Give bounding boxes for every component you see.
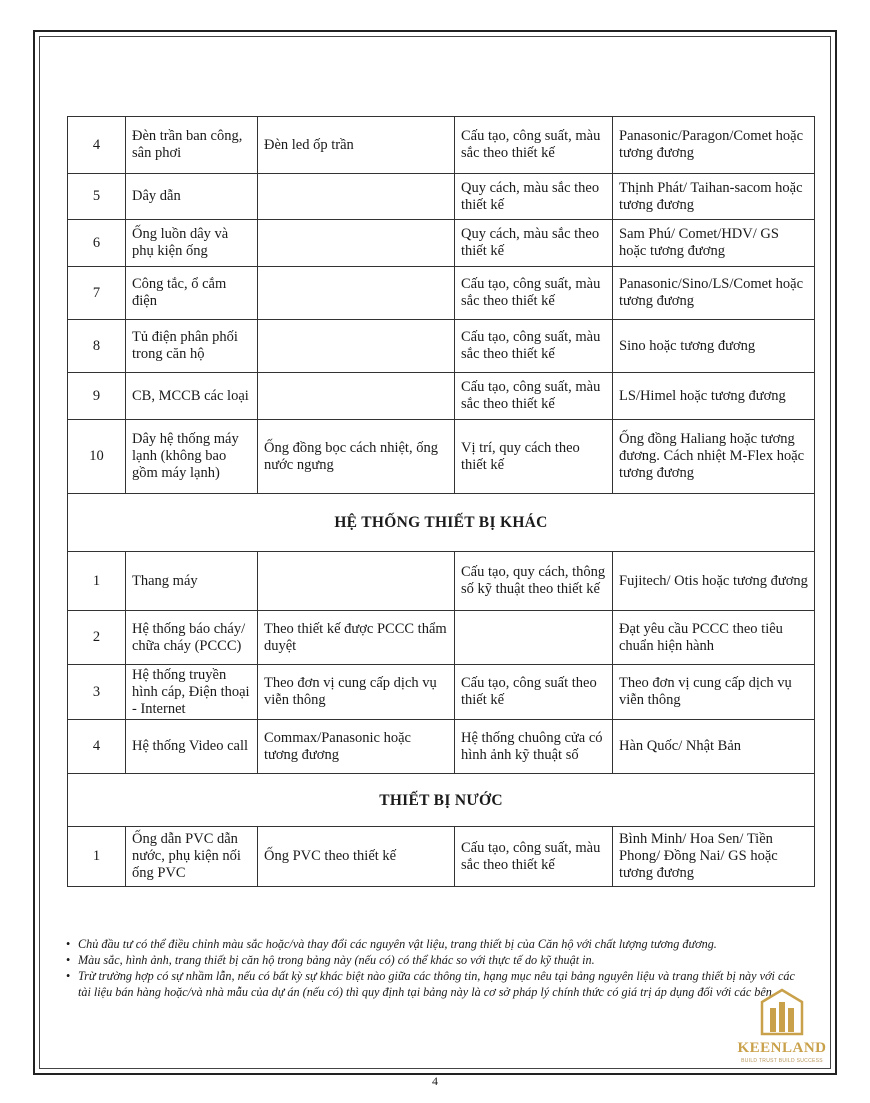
material: Commax/Panasonic hoặc tương đương (258, 720, 455, 774)
material (258, 373, 455, 420)
item-name: Thang máy (126, 552, 258, 611)
material (258, 267, 455, 320)
item-name: Ống dẫn PVC dẫn nước, phụ kiện nối ống PVC (126, 827, 258, 887)
brand: Thịnh Phát/ Taihan-sacom hoặc tương đương (613, 174, 815, 220)
row-number: 2 (68, 611, 126, 665)
item-name: Hệ thống Video call (126, 720, 258, 774)
specification: Hệ thống chuông cửa có hình ảnh kỹ thuật số (455, 720, 613, 774)
item-name: Công tắc, ổ cắm điện (126, 267, 258, 320)
material (258, 174, 455, 220)
table-row (68, 827, 815, 887)
brand: Panasonic/Sino/LS/Comet hoặc tương đương (613, 267, 815, 320)
footnote-text: Màu sắc, hình ảnh, trang thiết bị căn hộ trong bảng này (nếu có) có thể khác so với thực tế do kỹ thuật in. (78, 953, 595, 967)
specification: Cấu tạo, công suất, màu sắc theo thiết kế (455, 373, 613, 420)
specification: Cấu tạo, công suất theo thiết kế (455, 665, 613, 720)
brand: Fujitech/ Otis hoặc tương đương (613, 552, 815, 611)
item-name: Tủ điện phân phối trong căn hộ (126, 320, 258, 373)
material: Đèn led ốp trần (258, 117, 455, 174)
page-number: 4 (432, 1074, 438, 1088)
brand: Sino hoặc tương đương (613, 320, 815, 373)
table-row (68, 720, 815, 774)
footnotes (66, 936, 806, 1000)
bullet-icon: • (66, 953, 71, 967)
section-title-water-equipment: THIẾT BỊ NƯỚC (68, 774, 815, 827)
table-row (68, 220, 815, 267)
table-row (68, 611, 815, 665)
material (258, 220, 455, 267)
keenland-watermark-logo (722, 988, 842, 1068)
table-row (68, 420, 815, 494)
row-number: 6 (68, 220, 126, 267)
section-header-row (68, 494, 815, 552)
material: Ống đồng bọc cách nhiệt, ống nước ngưng (258, 420, 455, 494)
row-number: 4 (68, 117, 126, 174)
row-number: 1 (68, 827, 126, 887)
material: Theo đơn vị cung cấp dịch vụ viễn thông (258, 665, 455, 720)
row-number: 8 (68, 320, 126, 373)
material (258, 320, 455, 373)
specification: Vị trí, quy cách theo thiết kế (455, 420, 613, 494)
material (258, 552, 455, 611)
row-number: 3 (68, 665, 126, 720)
brand: Hàn Quốc/ Nhật Bản (613, 720, 815, 774)
section-header-row (68, 774, 815, 827)
item-name: Dây hệ thống máy lạnh (không bao gồm máy lạnh) (126, 420, 258, 494)
brand: Panasonic/Paragon/Comet hoặc tương đương (613, 117, 815, 174)
table-row (68, 117, 815, 174)
footnote-text: Chủ đầu tư có thể điều chỉnh màu sắc hoặc/và thay đổi các nguyên vật liệu, trang thiết bị của Căn hộ với chất lượng tương đương. (78, 937, 717, 951)
footnote-text: Trừ trường hợp có sự nhầm lẫn, nếu có bất kỳ sự khác biệt nào giữa các thông tin, hạng mục nêu tại bảng nguyên liệu và trang thiết bị này với các tài liệu bán hàng hoặc/và nhà mẫu của dự án (nếu có) thì quy định tại bảng này là cơ sở pháp lý chính thức có giá trị áp dụng đối với các bên. (78, 969, 795, 999)
table-row (68, 267, 815, 320)
bullet-icon: • (66, 969, 71, 983)
brand: Theo đơn vị cung cấp dịch vụ viễn thông (613, 665, 815, 720)
item-name: Dây dẫn (126, 174, 258, 220)
bullet-icon: • (66, 937, 71, 951)
row-number: 7 (68, 267, 126, 320)
specification: Cấu tạo, quy cách, thông số kỹ thuật theo thiết kế (455, 552, 613, 611)
row-number: 9 (68, 373, 126, 420)
item-name: Ống luồn dây và phụ kiện ống (126, 220, 258, 267)
table-row (68, 174, 815, 220)
footnote-item (66, 936, 806, 952)
specification: Quy cách, màu sắc theo thiết kế (455, 174, 613, 220)
material: Theo thiết kế được PCCC thẩm duyệt (258, 611, 455, 665)
material: Ống PVC theo thiết kế (258, 827, 455, 887)
specification: Cấu tạo, công suất, màu sắc theo thiết kế (455, 320, 613, 373)
specification: Quy cách, màu sắc theo thiết kế (455, 220, 613, 267)
footnote-item (66, 968, 806, 1000)
brand: Ống đồng Haliang hoặc tương đương. Cách nhiệt M-Flex hoặc tương đương (613, 420, 815, 494)
item-name: Hệ thống báo cháy/ chữa cháy (PCCC) (126, 611, 258, 665)
table-row (68, 552, 815, 611)
table-row (68, 665, 815, 720)
brand: LS/Himel hoặc tương đương (613, 373, 815, 420)
watermark-brand: KEENLAND (737, 1040, 827, 1056)
brand: Đạt yêu cầu PCCC theo tiêu chuẩn hiện hành (613, 611, 815, 665)
item-name: Đèn trần ban công, sân phơi (126, 117, 258, 174)
row-number: 5 (68, 174, 126, 220)
section-title-other-equipment: HỆ THỐNG THIẾT BỊ KHÁC (68, 494, 815, 552)
specification: Cấu tạo, công suất, màu sắc theo thiết kế (455, 267, 613, 320)
row-number: 4 (68, 720, 126, 774)
building-logo-icon (760, 988, 804, 1036)
table-row (68, 320, 815, 373)
specification: Cấu tạo, công suất, màu sắc theo thiết kế (455, 117, 613, 174)
table-row (68, 373, 815, 420)
specification-table (67, 116, 815, 887)
specification: Cấu tạo, công suất, màu sắc theo thiết kế (455, 827, 613, 887)
item-name: CB, MCCB các loại (126, 373, 258, 420)
row-number: 1 (68, 552, 126, 611)
brand: Bình Minh/ Hoa Sen/ Tiền Phong/ Đồng Nai/ GS hoặc tương đương (613, 827, 815, 887)
watermark-tagline: BUILD TRUST BUILD SUCCESS (741, 1058, 823, 1064)
brand: Sam Phú/ Comet/HDV/ GS hoặc tương đương (613, 220, 815, 267)
footnote-item (66, 952, 806, 968)
item-name: Hệ thống truyền hình cáp, Điện thoại - Internet (126, 665, 258, 720)
specification (455, 611, 613, 665)
row-number: 10 (68, 420, 126, 494)
